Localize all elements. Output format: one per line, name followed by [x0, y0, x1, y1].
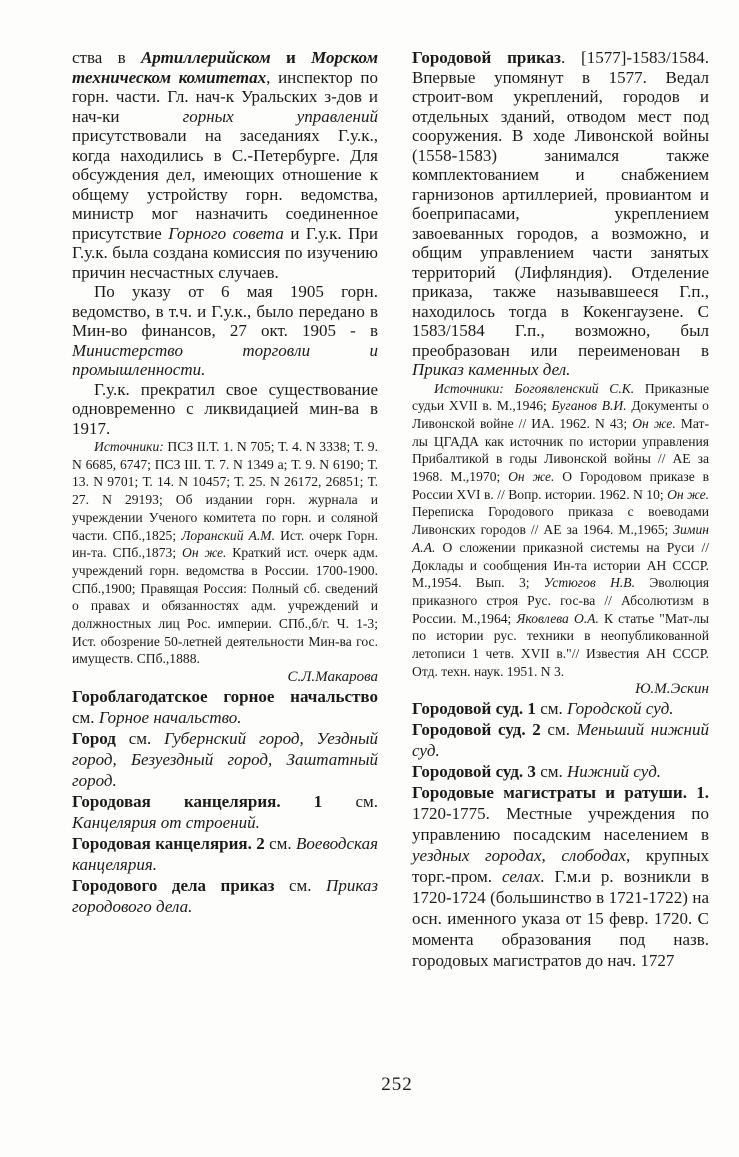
text-run: Министерство торговли и промышленности.	[72, 340, 378, 379]
text-run: Переписка Городового приказа с воеводами Ливонских городов // АЕ за 1964. М.,1965;	[412, 504, 709, 538]
text-run: Городовая канцелярия. 2	[72, 834, 265, 854]
text-run: Горное начальство.	[98, 708, 242, 728]
text-run: Богоявленский С.К.	[514, 380, 635, 396]
paragraph	[72, 282, 378, 380]
text-run: Буганов В.И.	[551, 398, 627, 414]
text-run: Горного совета	[168, 223, 284, 243]
left-column	[72, 48, 378, 917]
text-run: Город	[72, 729, 116, 749]
text-run: см.	[540, 720, 577, 740]
text-run: Городовая канцелярия. 1	[72, 792, 323, 812]
sources-paragraph	[412, 380, 709, 681]
author-signature	[412, 680, 709, 698]
text-run: ства в	[72, 48, 141, 67]
text-run: Приказ городового дела.	[72, 876, 378, 917]
text-run: Он же.	[508, 469, 555, 485]
author-signature	[72, 668, 378, 686]
text-run: горных управлений	[182, 106, 378, 126]
dictionary-entry	[412, 48, 709, 380]
text-run: ,	[541, 846, 562, 866]
text-run: Эволюция приказного строя Рус. гос-ва // Абсолютизм в России. М.,1964;	[412, 575, 709, 626]
text-run: и Г.у.к. При Г.у.к. была создана комиссия по изучению причин несчастных случаев.	[72, 223, 378, 282]
text-run: Яковлева О.А.	[516, 610, 599, 626]
text-run: см.	[535, 699, 567, 719]
text-run: , крупных торг.-пром.	[412, 846, 710, 887]
text-run: Ист. очерк Горн. ин-та. СПб.,1873;	[72, 527, 378, 561]
text-run: С.Л.Макарова	[287, 669, 378, 686]
dictionary-entry	[72, 833, 378, 875]
text-run: Источники:	[434, 380, 515, 396]
text-run: Он же.	[182, 545, 227, 561]
sources-paragraph	[72, 438, 378, 668]
dictionary-entry	[72, 728, 378, 791]
text-run: . [1577]-1583/1584. Впервые упомянут в 1577. Ведал строит-вом укреплений, городов и отдельных зданий, отводом мест под сооружения. В ходе Ливонской войны (1558-1583) занимался также комплектованием и снабжением гарнизонов артиллерией, провиантом и боеприпасами, укреплением завоеванных городов, а возможно, и общим управлением части занятых территорий (Лифляндия). Отделение приказа, также называвшееся Г.п., находилось тогда в Кокенгаузене. С 1583/1584 Г.п., возможно, был преобразован или переименован в	[412, 48, 709, 360]
text-run: слободах	[561, 846, 627, 866]
text-run: см.	[322, 792, 378, 812]
text-run: селах	[502, 867, 541, 887]
text-run: Документы о Ливонской войне // ИА. 1962. N 43;	[412, 398, 709, 431]
text-run: Канцелярия от строений.	[72, 813, 260, 833]
text-run: см.	[72, 708, 99, 728]
text-run: Городовой суд. 2	[412, 720, 541, 740]
text-run: Краткий ист. очерк адм. учреждений горн. ведомства в России. 1700-1900. СПб.,1900; Правящая Россия: Полный сб. сведений о правах и обязанностях адм. учреждений и должностных лиц Рос. империи. СПб.,б/г. Ч. 1-3; Ист. обозрение 50-летней деятельности Мин-ва гос. имуществ. СПб.,1888.	[72, 545, 378, 667]
dictionary-entry	[72, 791, 378, 833]
text-run: см.	[115, 729, 165, 749]
text-run: Ю.М.Эскин	[635, 681, 709, 698]
dictionary-entry	[72, 875, 378, 917]
paragraph-continuation	[72, 48, 378, 282]
text-run: Городовой приказ	[412, 48, 562, 67]
text-run: уездных городах	[412, 846, 542, 866]
text-run: Он же.	[667, 486, 709, 502]
text-run: см.	[535, 762, 567, 782]
text-run: см.	[264, 834, 297, 854]
text-run: Артиллерийском	[140, 48, 271, 67]
text-run: Источники:	[94, 439, 164, 454]
dictionary-entry	[412, 719, 709, 761]
paragraph	[72, 380, 378, 439]
text-run: Морском техническом комитетах	[72, 48, 378, 87]
text-run: . Г.м.и р. возникли в 1720-1724 (большинство в 1721-1722) на осн. именного указа от 15 февр. 1720. С момента образования под назв. городовых магистратов до нач. 1727	[412, 867, 709, 971]
text-run: см.	[274, 876, 327, 896]
text-run: По указу от 6 мая 1905 горн. ведомство, в т.ч. и Г.у.к., было передано в Мин-во финансов, 27 окт. 1905 - в	[72, 282, 378, 340]
text-run: ПСЗ II.Т. 1. N 705; Т. 4. N 3338; Т. 9. N 6685, 6747; ПСЗ III. Т. 7. N 1349 а; Т. 9. N 6190; Т. 13. N 9701; Т. 14. N 10457; Т. 25. N 26172, 26851; Т. 27. N 29193; Об издании горн. журнала и учреждении Ученого комитета по горн. и соляной части. СПб.,1825;	[72, 439, 378, 543]
text-run: Зимин А.А.	[412, 522, 709, 555]
text-run: Воеводская канцелярия.	[72, 834, 378, 875]
dictionary-entry	[412, 761, 709, 782]
text-run: Городской суд.	[567, 699, 674, 719]
text-run: О сложении приказной системы на Руси // Доклады и сообщения Ин-та истории АН СССР. М.,1954. Вып. 3;	[412, 539, 709, 591]
text-run: Меньший нижний суд.	[412, 720, 709, 761]
text-run: Городовой суд. 3	[412, 762, 536, 782]
text-run: присутствовали на заседаниях Г.у.к., когда находились в С.-Петербурге. Для обсуждения дел, имеющих отношение к общему устройству горн. ведомства, министр мог назначить соединенное присутствие	[72, 126, 378, 243]
dictionary-entry	[412, 782, 709, 971]
text-run: Приказные судьи XVII в. М.,1946;	[412, 380, 709, 414]
text-run: Городовой суд. 1	[412, 699, 536, 719]
dictionary-entry	[412, 698, 709, 719]
text-run: Г.у.к. прекратил свое существование одновременно с ликвидацией мин-ва в 1917.	[72, 379, 378, 438]
right-column	[412, 48, 709, 971]
text-run: Мат-лы ЦГАДА как источник по истории управления Прибалтикой в годы Ливонской войны // АЕ за 1968. М.,1970;	[412, 415, 710, 485]
text-run: О Городовом приказе в России XVI в. // Вопр. истории. 1962. N 10;	[412, 469, 709, 502]
text-run: К статье "Мат-лы по истории рус. техники в неопубликованной летописи 1 четв. XVII в."// Известия АН СССР. Отд. техн. наук. 1951. N 3.	[412, 610, 709, 679]
text-run: Лоранский А.М.	[181, 527, 276, 543]
text-run: Приказ каменных дел.	[412, 360, 571, 379]
text-run: Он же.	[632, 415, 676, 431]
text-run: Городовые магистраты и ратуши. 1.	[412, 783, 709, 803]
text-run: 1720-1775. Местные учреждения по управлению посадским населением в	[412, 804, 709, 845]
text-run: Нижний суд.	[567, 762, 662, 782]
text-run: и	[270, 48, 312, 67]
text-run: Губернский город, Уездный город, Безуездный город, Заштатный город.	[72, 729, 378, 791]
text-run: , инспектор по горн. части. Гл. нач-к Уральских з-дов и нач-ки	[72, 67, 378, 126]
text-run: Гороблагодатское горное начальство	[72, 687, 378, 707]
text-run: Устюгов Н.В.	[543, 575, 636, 591]
dictionary-entry	[72, 686, 378, 728]
text-run: Городового дела приказ	[72, 876, 275, 896]
page-number: 252	[381, 1074, 413, 1095]
